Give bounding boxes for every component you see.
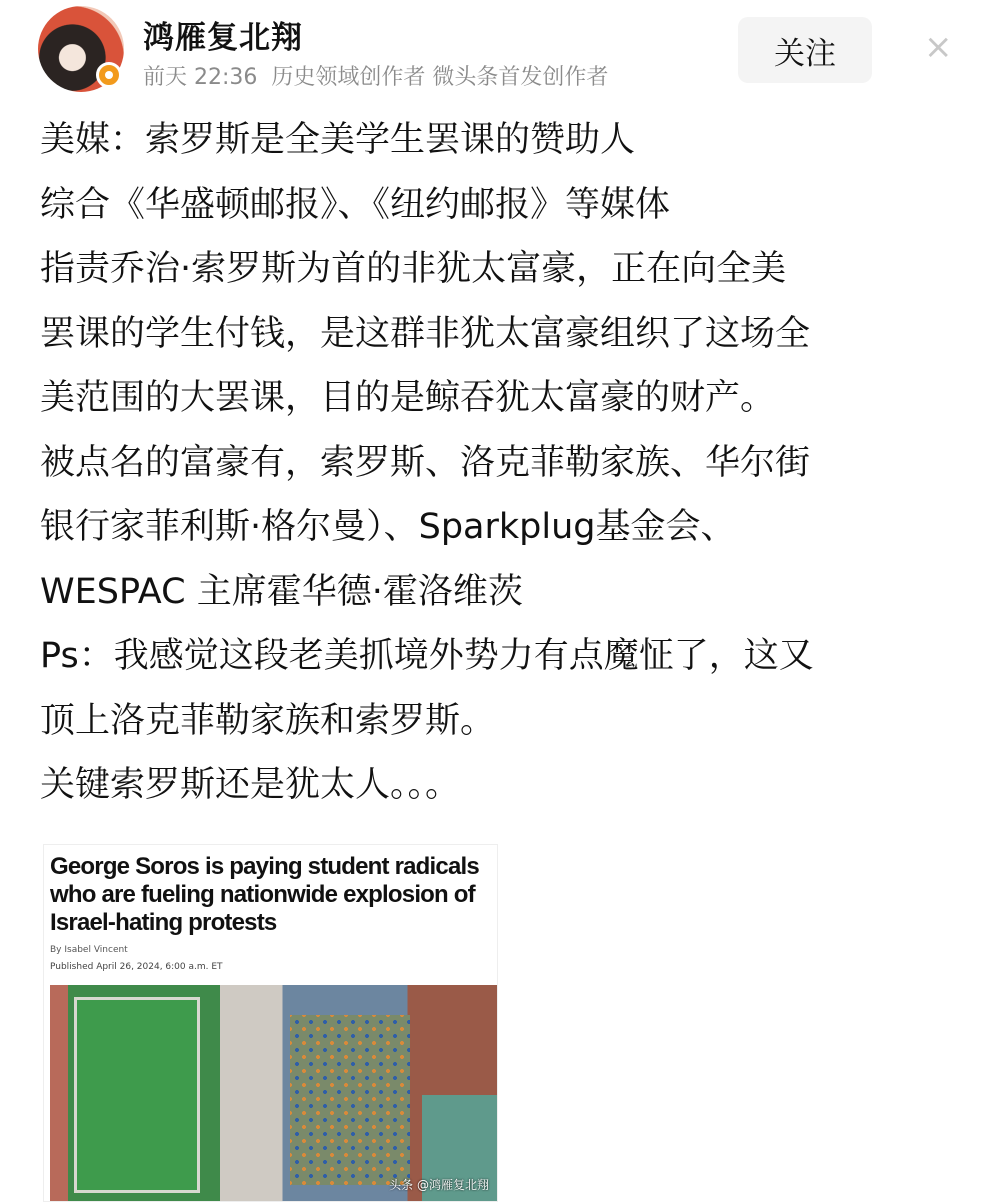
headline-line: George Soros is paying student radicals	[50, 853, 479, 880]
watermark: 头条 @鸿雁复北翔	[389, 1178, 489, 1192]
post-line: 美媒：索罗斯是全美学生罢课的赞助人	[40, 120, 636, 160]
post-line: 指责乔治·索罗斯为首的非犹太富豪，正在向全美	[40, 249, 787, 289]
creator-badge-icon	[96, 62, 122, 88]
post-line: 被点名的富豪有，索罗斯、洛克菲勒家族、华尔街	[40, 442, 811, 483]
headline-line: who are fueling nationwide explosion of	[50, 881, 475, 908]
post-line: 关键索罗斯还是犹太人。。。	[40, 765, 461, 805]
close-icon[interactable]: ×	[924, 27, 953, 67]
post-meta	[143, 60, 608, 91]
article-headline	[50, 853, 497, 937]
article-screenshot-image[interactable]	[44, 845, 497, 1201]
sports-field	[74, 997, 200, 1193]
follow-button[interactable]: 关注	[738, 17, 872, 83]
author-tags: 历史领域创作者 微头条首发创作者	[271, 65, 609, 90]
post-time: 前天 22:36	[143, 65, 258, 90]
post-line: Ps：我感觉这段老美抓境外势力有点魔怔了，这又	[40, 636, 814, 676]
article-byline: By Isabel Vincent	[50, 945, 128, 955]
post-line: 综合《华盛顿邮报》、《纽约邮报》等媒体	[40, 184, 671, 225]
author-name[interactable]: 鸿雁复北翔	[143, 20, 303, 56]
post-line: 顶上洛克菲勒家族和索罗斯。	[40, 700, 496, 741]
post-line: WESPAC 主席霍华德·霍洛维茨	[40, 571, 523, 612]
headline-line: Israel-hating protests	[50, 909, 277, 936]
post-body	[40, 108, 970, 818]
post-line: 银行家菲利斯·格尔曼）、Sparkplug基金会、	[40, 507, 736, 547]
post-line: 美范围的大罢课，目的是鲸吞犹太富豪的财产。	[40, 378, 776, 418]
aerial-photo	[50, 985, 497, 1201]
tent-encampment	[290, 1015, 410, 1185]
post-line: 罢课的学生付钱，是这群非犹太富豪组织了这场全	[40, 313, 811, 354]
article-published: Published April 26, 2024, 6:00 a.m. ET	[50, 962, 223, 972]
